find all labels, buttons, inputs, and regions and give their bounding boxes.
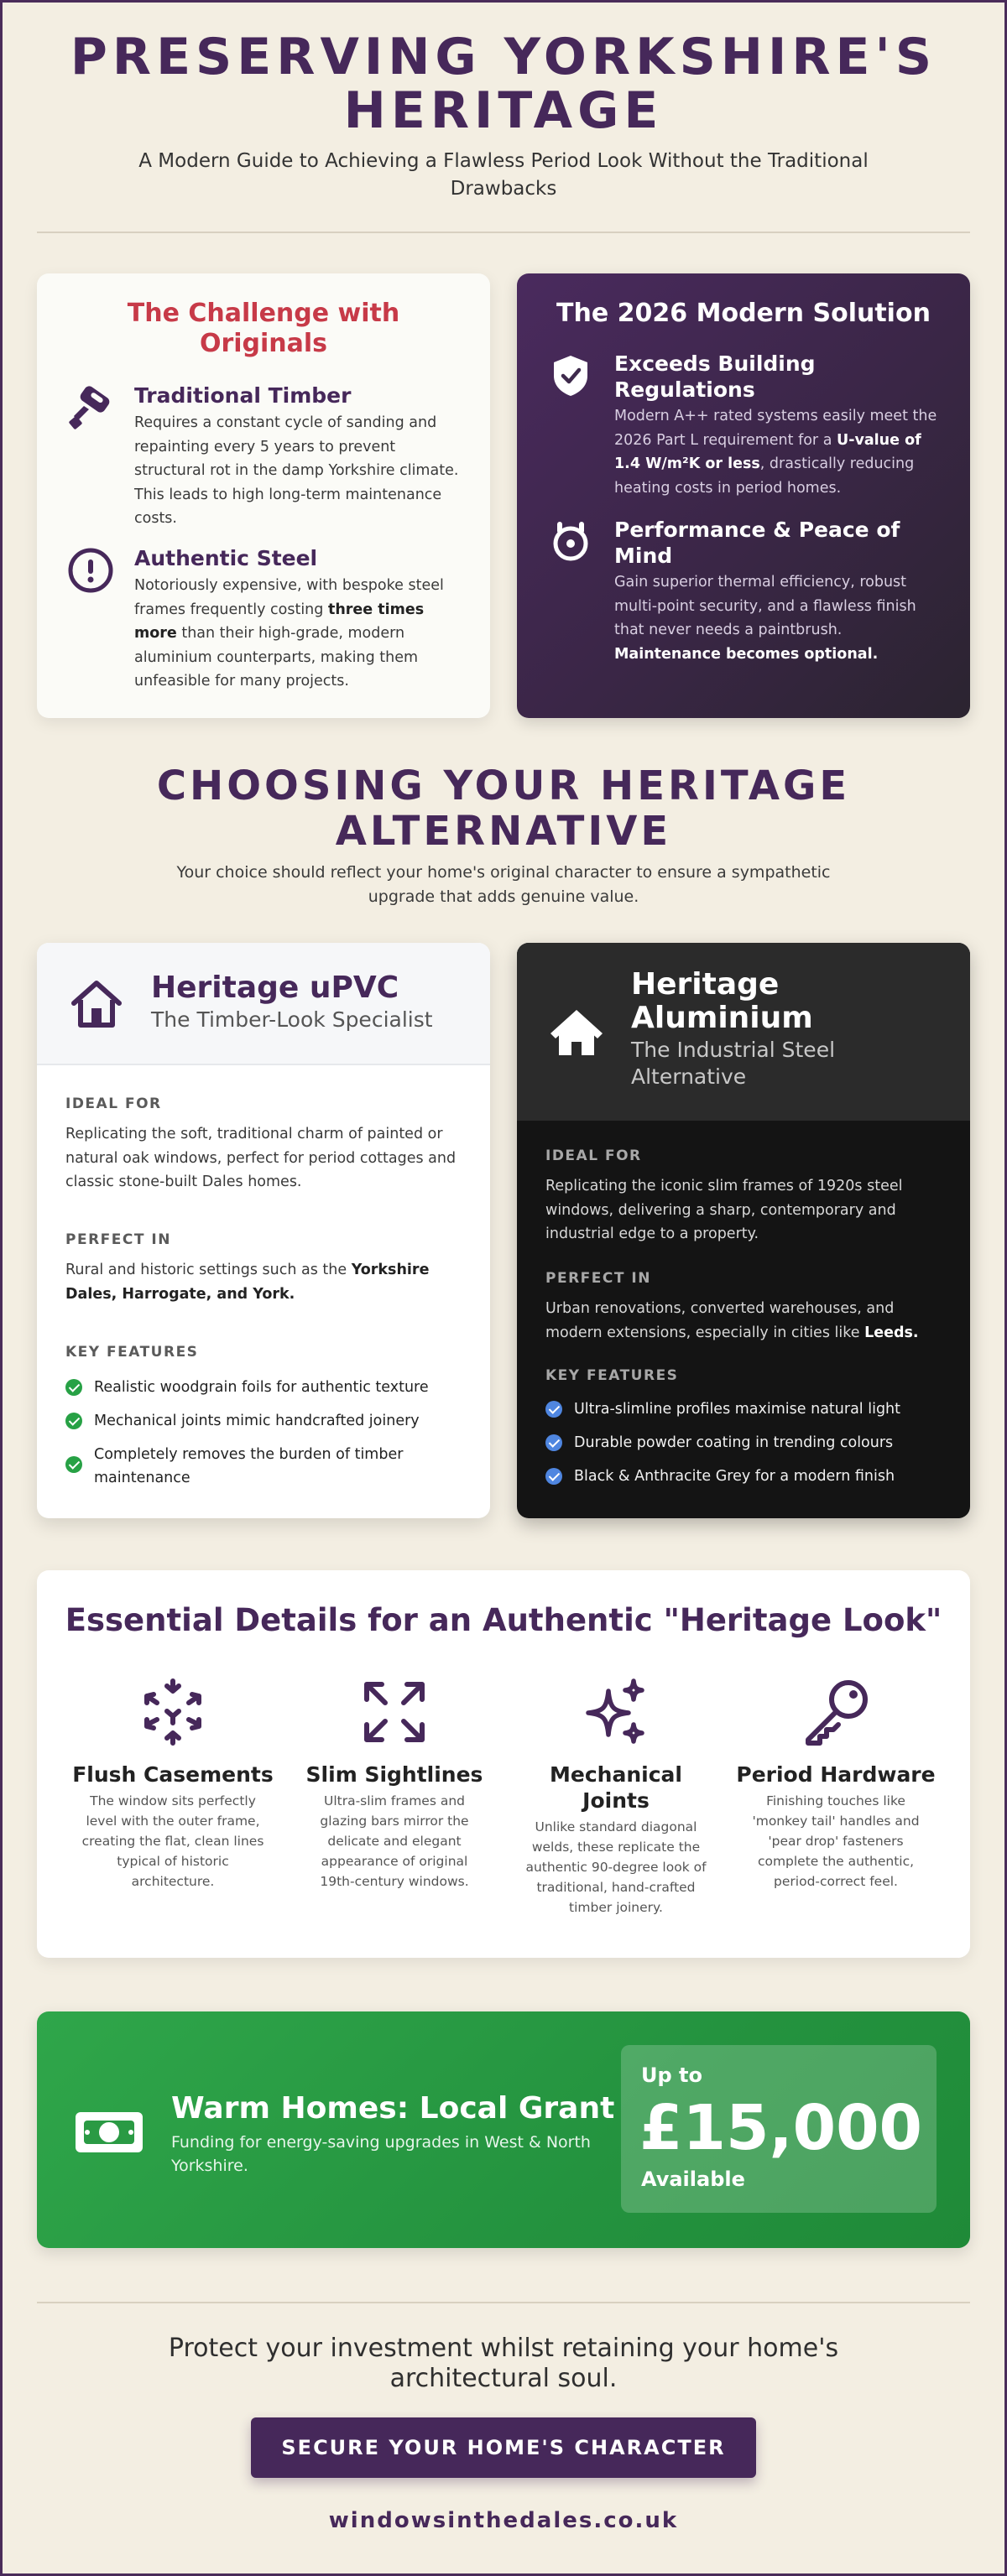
check-icon (65, 1413, 82, 1429)
section-title: CHOOSING YOUR HERITAGE ALTERNATIVE (156, 762, 851, 855)
grant-amount-box (621, 2045, 937, 2213)
challenge-item-text: Notoriously expensive, with bespoke steel frames frequently costing three times more than their high-grade, modern aluminium counterparts, making them unfeasible for many projects. (134, 577, 444, 690)
key-features-label: KEY FEATURES (65, 1344, 199, 1361)
sparkles-icon (578, 1674, 654, 1750)
lock-icon (545, 517, 596, 567)
expand-arrows-icon (357, 1674, 432, 1750)
challenge-title: The Challenge with Originals (127, 299, 400, 358)
grant-available: Available (641, 2167, 745, 2191)
ideal-for-text: Replicating the iconic slim frames of 1920s steel windows, delivering a sharp, contemporary and industrial edge to a property. (545, 1178, 903, 1242)
detail-period-hardware (735, 1674, 937, 1892)
detail-text: Unlike standard diagonal welds, these replicate the authentic 90-degree look of traditional, hand-crafted timber joinery. (525, 1819, 707, 1915)
shield-check-icon (545, 351, 596, 401)
aluminium-title: Heritage Aluminium (631, 967, 813, 1035)
cta-button[interactable]: SECURE YOUR HOME'S CHARACTER (251, 2417, 756, 2478)
challenge-item-title: Traditional Timber (134, 383, 352, 408)
page-title: PRESERVING YORKSHIRE'S HERITAGE (70, 28, 937, 140)
money-icon (74, 2107, 144, 2157)
solution-item-title: Performance & Peace of Mind (614, 518, 900, 568)
detail-slim-sightlines (294, 1674, 495, 1892)
perfect-in-text: Urban renovations, converted warehouses, and modern extensions, especially in cities like Leeds. (545, 1300, 919, 1341)
perfect-in-label: PERFECT IN (545, 1270, 651, 1287)
detail-title: Flush Casements (72, 1762, 274, 1787)
check-icon (545, 1434, 562, 1451)
check-icon (545, 1468, 562, 1485)
challenge-card (37, 273, 490, 718)
upvc-title: Heritage uPVC (151, 971, 399, 1005)
details-title: Essential Details for an Authentic "Heritage Look" (65, 1602, 942, 1638)
detail-title: Slim Sightlines (305, 1762, 483, 1787)
solution-item-text: Gain superior thermal efficiency, robust multi-point security, and a flawless finish that never needs a paintbrush. Maintenance becomes optional. (614, 574, 916, 663)
grant-banner (37, 2011, 970, 2248)
solution-item-text: Modern A++ rated systems easily meet the 2026 Part L requirement for a U-value of 1.4 W/m²K or less, drastically reducing heating costs in period homes. (614, 408, 937, 497)
key-icon (798, 1674, 874, 1750)
key-features-label: KEY FEATURES (545, 1367, 679, 1384)
compress-icon (135, 1674, 211, 1750)
house-solid-icon (547, 1003, 606, 1062)
upvc-card-header (37, 943, 490, 1065)
house-outline-icon (67, 975, 126, 1033)
check-icon (65, 1456, 82, 1473)
grant-amount: £15,000 (639, 2092, 923, 2164)
grant-title: Warm Homes: Local Grant (171, 2091, 615, 2126)
upvc-card: Heritage uPVC The Timber-Look Specialist IDEAL FOR Replicating the soft, traditional charm of painted or natural oak windows, perfect for period cottages and classic stone-built Dales homes. PERFECT IN Rural and historic settings such as the Yorkshire Dales, Harrogate, and York. KEY FEATURES Realistic woodgrain foils for authentic texture Mechanical joints mimic handcrafted joinery Completely removes the burden of timber maintenance (37, 943, 490, 1518)
ideal-for-text: Replicating the soft, traditional charm of painted or natural oak windows, perfect for period cottages and classic stone-built Dales homes. (65, 1126, 457, 1190)
aluminium-tagline: The Industrial Steel Alternative (631, 1038, 836, 1089)
details-card (37, 1570, 970, 1958)
upvc-tagline: The Timber-Look Specialist (151, 1007, 433, 1032)
paint-roller-icon (65, 382, 116, 433)
solution-card (517, 273, 970, 718)
ideal-for-label: IDEAL FOR (65, 1095, 162, 1112)
detail-flush-casements (72, 1674, 274, 1892)
website-link[interactable]: windowsinthedales.co.uk (328, 2508, 679, 2533)
ideal-for-label: IDEAL FOR (545, 1147, 642, 1164)
detail-text: The window sits perfectly level with the outer frame, creating the flat, clean lines typical of historic architecture. (81, 1793, 264, 1889)
perfect-in-text: Rural and historic settings such as the Yorkshire Dales, Harrogate, and York. (65, 1262, 430, 1303)
solution-title: The 2026 Modern Solution (556, 299, 931, 328)
solution-item-title: Exceeds Building Regulations (614, 351, 816, 402)
divider (37, 232, 970, 233)
perfect-in-label: PERFECT IN (65, 1231, 171, 1248)
grant-up-to: Up to (641, 2063, 702, 2087)
closing-statement: Protect your investment whilst retaining your home's architectural soul. (168, 2334, 839, 2393)
grant-text: Funding for energy-saving upgrades in West & North Yorkshire. (171, 2133, 591, 2175)
detail-mechanical-joints (515, 1674, 717, 1918)
check-icon (545, 1401, 562, 1418)
divider (37, 2302, 970, 2303)
section-subtitle: Your choice should reflect your home's original character to ensure a sympathetic upgrade that adds genuine value. (176, 863, 831, 906)
challenge-item-title: Authentic Steel (134, 546, 318, 570)
detail-title: Period Hardware (736, 1762, 936, 1787)
alert-circle-icon (65, 545, 116, 596)
page-subtitle: A Modern Guide to Achieving a Flawless Period Look Without the Traditional Drawbacks (138, 150, 869, 200)
detail-text: Finishing touches like 'monkey tail' handles and 'pear drop' fasteners complete the authentic, period-correct feel. (752, 1793, 920, 1889)
check-icon (65, 1379, 82, 1396)
aluminium-card-header (517, 943, 970, 1121)
detail-title: Mechanical Joints (550, 1762, 682, 1813)
detail-text: Ultra-slim frames and glazing bars mirror the delicate and elegant appearance of original 19th-century windows. (320, 1793, 469, 1889)
aluminium-card: Heritage Aluminium The Industrial Steel Alternative IDEAL FOR Replicating the iconic slim frames of 1920s steel windows, delivering a sharp, contemporary and industrial edge to a property. PERFECT IN Urban renovations, converted warehouses, and modern extensions, especially in cities like Leeds. KEY FEATURES Ultra-slimline profiles maximise natural light Durable powder coating in trending colours Black & Anthracite Grey for a modern finish (517, 943, 970, 1518)
challenge-item-text: Requires a constant cycle of sanding and repainting every 5 years to prevent structural rot in the damp Yorkshire climate. This leads to high long-term maintenance costs. (134, 414, 459, 527)
